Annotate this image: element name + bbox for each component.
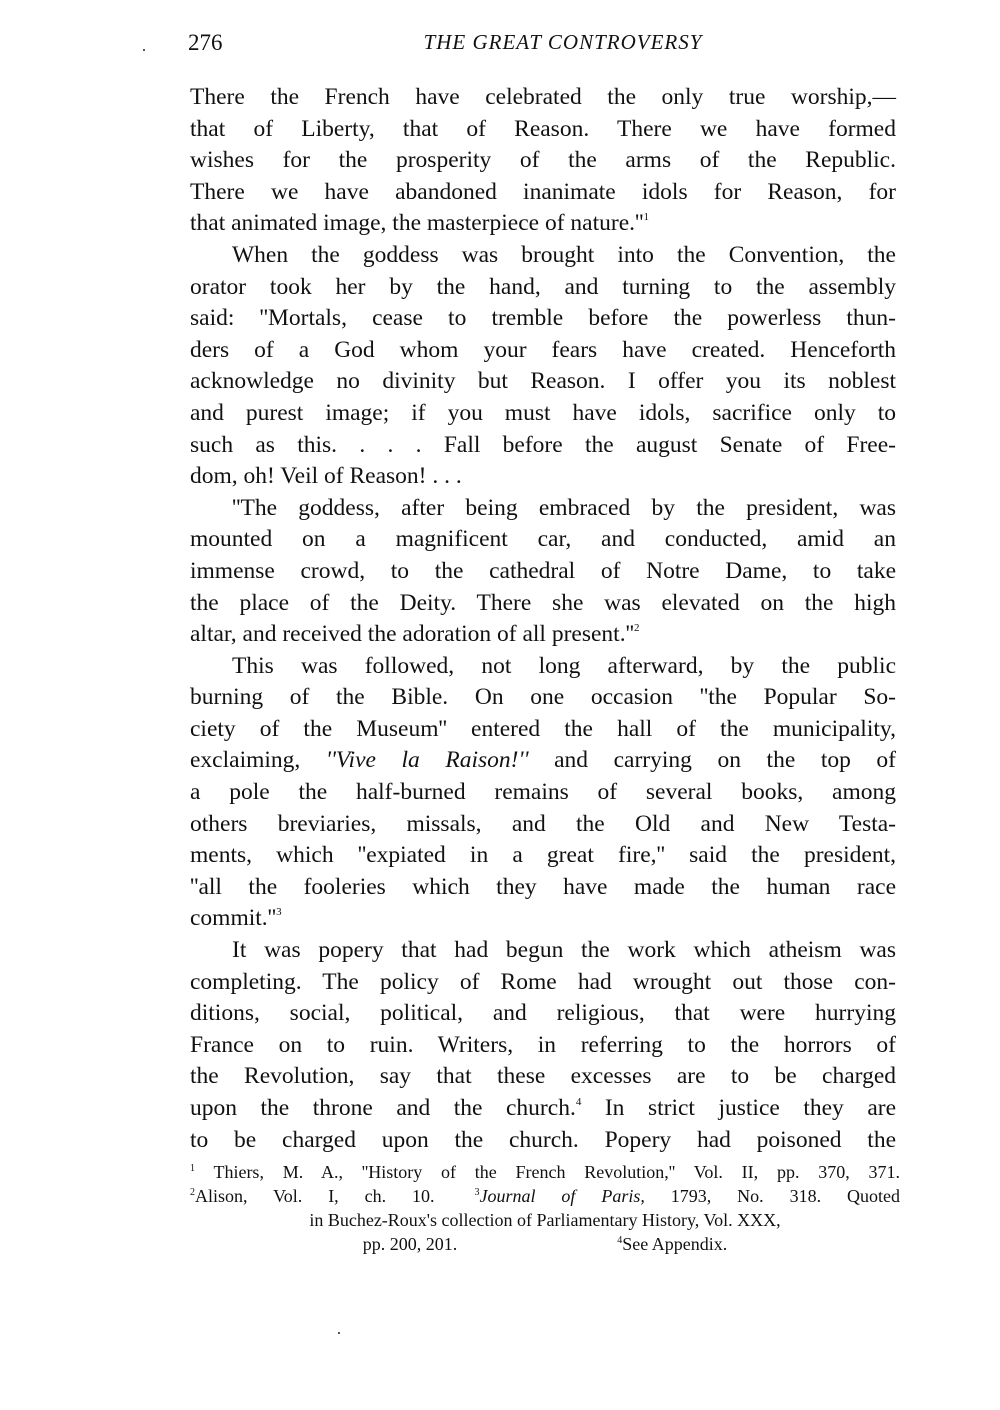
- text-line: to be charged upon the church. Popery had poisoned the: [190, 1126, 896, 1153]
- text-line: ''all the fooleries which they have made the human race: [190, 873, 896, 900]
- page-number: 276: [188, 30, 223, 55]
- footnote-3-continued: in Buchez-Roux's collection of Parliamentary History, Vol. XXX,: [309, 1210, 781, 1230]
- text-line: such as this. . . . Fall before the august Senate of Free-: [190, 431, 896, 458]
- text-line: France on to ruin. Writers, in referring to the horrors of: [190, 1031, 896, 1058]
- footnote-text: See Appendix.: [622, 1234, 728, 1254]
- text-line: the Revolution, say that these excesses are to be charged: [190, 1063, 896, 1090]
- scan-speck: [143, 49, 145, 51]
- footnotes: [190, 1160, 900, 1256]
- text-line: burning of the Bible. On one occasion ''the Popular So-: [190, 684, 896, 711]
- text-line: others breviaries, missals, and the Old and New Testa-: [190, 810, 896, 837]
- footnote-ref-4: 4: [575, 1096, 582, 1108]
- footnote-ref-1: 1: [643, 211, 649, 224]
- text-line: ments, which ''expiated in a great fire,'' said the president,: [190, 842, 896, 869]
- paragraph-start: It was popery that had begun the work which atheism was: [232, 937, 896, 964]
- text-line: [190, 619, 896, 651]
- text-line: immense crowd, to the cathedral of Notre Dame, to take: [190, 557, 896, 584]
- footnote-text: Thiers, M. A., ''History of the French Revolution,'' Vol. II, pp. 370, 371.: [213, 1162, 900, 1182]
- footnote-marker: 2: [190, 1187, 195, 1198]
- text-line: [190, 745, 896, 777]
- footnote-text: Alison, Vol. I, ch. 10.: [195, 1186, 435, 1206]
- footnote-text: 1793, No. 318. Quoted: [670, 1186, 900, 1206]
- text-line: acknowledge no divinity but Reason. I offer you its noblest: [190, 368, 896, 395]
- text-line: completing. The policy of Rome had wrought out those con-: [190, 968, 896, 995]
- text-line: ciety of the Museum'' entered the hall of the municipality,: [190, 715, 896, 742]
- text-line: and purest image; if you must have idols, sacrifice only to: [190, 399, 896, 426]
- text-line: [190, 208, 896, 240]
- paragraph-start: ''The goddess, after being embraced by the president, was: [232, 494, 896, 521]
- footnote-marker: 3: [474, 1187, 480, 1198]
- text-span: that animated image, the masterpiece of nature.'': [190, 210, 644, 237]
- text-span: altar, and received the adoration of all present.'': [190, 621, 635, 648]
- scan-speck: [338, 1332, 340, 1334]
- text-span: commit.'': [190, 905, 277, 932]
- footnote-3-4: [190, 1232, 900, 1256]
- running-title: THE GREAT CONTROVERSY: [423, 30, 703, 54]
- text-line: wishes for the prosperity of the arms of the Republic.: [190, 147, 896, 174]
- footnote-text: pp. 200, 201.: [362, 1234, 458, 1254]
- text-line: orator took her by the hand, and turning to the assembly: [190, 273, 896, 300]
- footnote-marker: 1: [190, 1163, 195, 1174]
- text-line: the place of the Deity. There she was elevated on the high: [190, 589, 896, 616]
- text-span: exclaiming,: [190, 747, 301, 774]
- text-line: dom, oh! Veil of Reason! . . .: [190, 463, 462, 490]
- text-line: [190, 903, 896, 935]
- text-line: ditions, social, political, and religious, that were hurrying: [190, 1000, 896, 1027]
- text-line: There the French have celebrated the only true worship,—: [190, 84, 896, 110]
- footnote-marker: 4: [617, 1235, 623, 1246]
- footnote-ref-3: 3: [276, 906, 282, 919]
- text-line: [190, 1093, 896, 1125]
- footnote-2-3: [190, 1184, 900, 1208]
- text-span: In strict justice they are: [604, 1095, 897, 1121]
- footnote-ref-2: 2: [634, 622, 640, 635]
- text-span: upon the throne and the church.: [190, 1095, 576, 1121]
- text-line: mounted on a magnificent car, and conducted, amid an: [190, 526, 896, 553]
- italic-phrase: ''Vive la Raison!'': [325, 747, 529, 774]
- text-line: a pole the half-burned remains of several books, among: [190, 779, 896, 806]
- text-line: that of Liberty, that of Reason. There we have formed: [190, 115, 896, 142]
- paragraph-start: This was followed, not long afterward, by the public: [232, 652, 896, 679]
- text-line: ders of a God whom your fears have created. Henceforth: [190, 336, 896, 363]
- paragraph-start: When the goddess was brought into the Convention, the: [232, 241, 896, 268]
- footnote-1: [190, 1160, 900, 1184]
- text-line: There we have abandoned inanimate idols for Reason, for: [190, 178, 896, 205]
- footnote-title: Journal of Paris,: [479, 1186, 645, 1206]
- text-line: said: ''Mortals, cease to tremble before the powerless thun-: [190, 305, 896, 332]
- page-header: [188, 30, 898, 62]
- body-text: [190, 82, 896, 1156]
- text-span: and carrying on the top of: [554, 747, 896, 774]
